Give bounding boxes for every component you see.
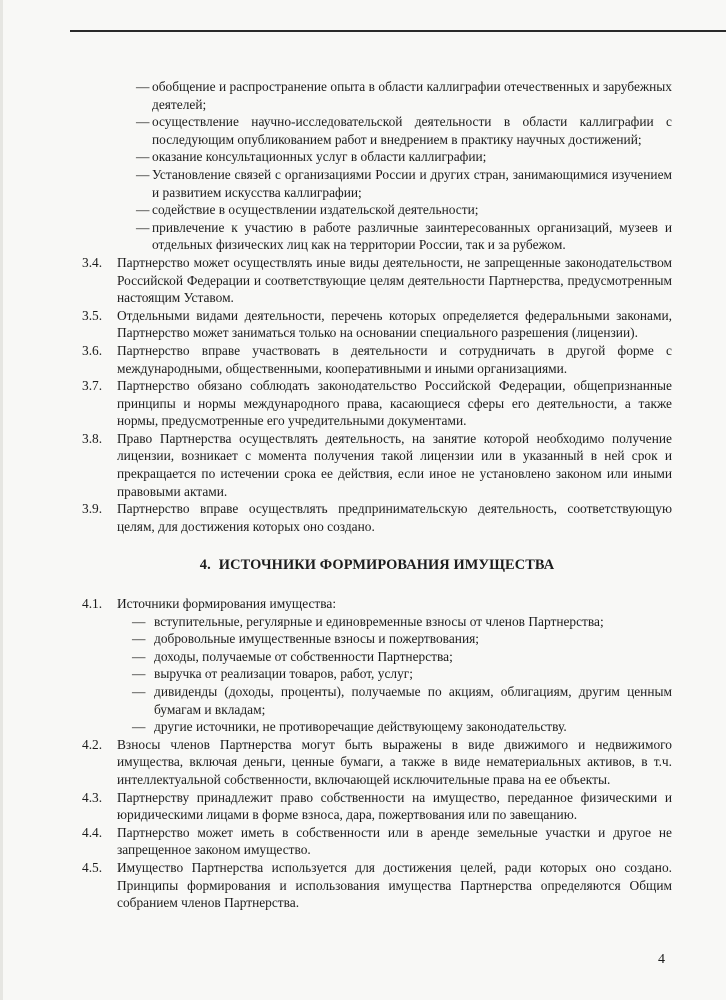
clause-4-2 (82, 736, 672, 789)
dash-marker: — (132, 613, 146, 629)
section-number: 4. (199, 557, 211, 574)
dash-marker: — (132, 684, 146, 699)
list-item-text: другие источники, не противоречащие действующему законодательству. (154, 719, 567, 735)
clause-4-1 (82, 595, 672, 613)
clause-number: 4.4. (82, 824, 103, 840)
clause-4-5 (82, 859, 672, 912)
dash-marker: — (132, 666, 146, 682)
list-item-text: обобщение и распространение опыта в области каллиграфии отечественных и зарубежных деятелей; (152, 79, 672, 112)
list-item (82, 665, 672, 683)
list-item-text: вступительные, регулярные и единовременные взносы от членов Партнерства; (154, 613, 604, 629)
list-item (82, 148, 672, 166)
clause-text: Партнерство может осуществлять иные виды деятельности, не запрещенные законодательством Российской Федерации и соответствующие целям деятельности Партнерства, предусмотренным настоящим Уставом. (117, 254, 672, 306)
list-item (82, 683, 672, 718)
property-sources-list (82, 613, 672, 736)
clause-text: Имущество Партнерства используется для достижения целей, ради которых оно создано. Принципы формирования и использования имущества Партнерства определяются Общим собранием членов Партнерства. (117, 859, 672, 911)
dash-marker: — (132, 719, 146, 735)
clause-number: 3.6. (82, 342, 103, 358)
clause-3-5 (82, 307, 672, 342)
list-item-text: оказание консультационных услуг в области каллиграфии; (152, 149, 487, 165)
list-item (82, 78, 672, 113)
list-item (82, 630, 672, 648)
clause-number: 3.7. (82, 378, 103, 394)
clause-text: Отдельными видами деятельности, перечень которых определяется федеральными законами, Партнерство может заниматься только на основании специального разрешения (лицензии). (117, 307, 672, 341)
clause-number: 3.8. (82, 430, 103, 446)
list-item (82, 219, 672, 254)
clause-3-6 (82, 342, 672, 377)
list-item (82, 201, 672, 219)
clause-number: 4.1. (82, 596, 103, 612)
clause-text: Источники формирования имущества: (117, 596, 337, 612)
list-item-text: привлечение к участию в работе различные заинтересованных организаций, музеев и отдельных физических лиц как на территории России, так и за рубежом. (152, 219, 672, 253)
dash-marker: — (132, 631, 146, 647)
clause-3-7 (82, 377, 672, 430)
clause-text: Взносы членов Партнерства могут быть выражены в виде движимого и недвижимого имущества, включая деньги, ценные бумаги, а также в виде нематериальных активов, в т.ч. интеллектуальной собственности, включающей исключительные права на ее объекты. (117, 736, 672, 787)
clause-number: 4.2. (82, 736, 103, 752)
clause-text: Партнерство вправе осуществлять предпринимательскую деятельность, соответствующую целям, для достижения которых оно создано. (117, 501, 672, 534)
dash-marker: — (132, 648, 146, 664)
list-item (82, 718, 672, 736)
clause-number: 3.5. (82, 307, 103, 323)
list-item-text: содействие в осуществлении издательской деятельности; (152, 202, 479, 218)
dash-marker: — (136, 149, 150, 165)
clause-number: 3.4. (82, 254, 103, 270)
clause-text: Право Партнерства осуществлять деятельность, на занятие которой необходимо получение лицензии, возникает с момента получения такой лицензии или в указанный в ней срок и прекращается по истечении срока ее действия, если иное не установлено законом или иными правовыми актами. (117, 430, 672, 499)
clause-text: Партнерство обязано соблюдать законодательство Российской Федерации, общепризнанные принципы и нормы международного права, касающиеся сферы его деятельности, а также нормы, предусмотренные его учредительными документами. (117, 378, 672, 429)
dash-marker: — (136, 219, 150, 235)
page-number: 4 (658, 952, 665, 967)
list-item-text: доходы, получаемые от собственности Партнерства; (154, 648, 453, 664)
clause-number: 3.9. (82, 501, 103, 517)
clause-4-3 (82, 789, 672, 824)
list-item (82, 648, 672, 666)
list-item-text: добровольные имущественные взносы и пожертвования; (154, 631, 479, 647)
section-heading (82, 557, 672, 575)
section-4-clauses (82, 595, 672, 912)
document-body (82, 78, 672, 912)
list-item (82, 166, 672, 201)
section-title-text: ИСТОЧНИКИ ФОРМИРОВАНИЯ ИМУЩЕСТВА (218, 557, 555, 574)
activity-list (82, 78, 672, 254)
top-border-line (70, 30, 726, 32)
dash-marker: — (136, 202, 150, 218)
dash-marker: — (136, 79, 150, 94)
clause-text: Партнерство вправе участвовать в деятельности и сотрудничать в другой форме с международными, общественными, кооперативными и иными организациями. (117, 342, 672, 376)
clause-text: Партнерству принадлежит право собственности на имущество, переданное физическими и юридическими лицами в форме взноса, дара, пожертвования или по завещанию. (117, 789, 672, 823)
clause-number: 4.5. (82, 859, 103, 875)
clause-number: 4.3. (82, 789, 103, 805)
list-item-text: выручка от реализации товаров, работ, услуг; (154, 666, 413, 682)
clause-3-8 (82, 430, 672, 500)
scan-edge (0, 0, 3, 1000)
dash-marker: — (136, 114, 150, 130)
list-item (82, 113, 672, 148)
list-item-text: осуществление научно-исследовательской деятельности в области каллиграфии с последующим опубликованием работ и внедрением в практику научных достижений; (152, 114, 672, 147)
dash-marker: — (136, 166, 150, 182)
clause-3-4 (82, 254, 672, 307)
list-item-text: Установление связей с организациями России и других стран, занимающимися изучением и развитием искусства каллиграфии; (152, 166, 672, 200)
clause-text: Партнерство может иметь в собственности или в аренде земельные участки и другое не запрещенное законом имущество. (117, 824, 672, 858)
list-item-text: дивиденды (доходы, проценты), получаемые по акциям, облигациям, другим ценным бумагам и вкладам; (154, 684, 672, 717)
list-item (82, 613, 672, 631)
clause-4-4 (82, 824, 672, 859)
section-3-clauses (82, 254, 672, 536)
clause-3-9 (82, 500, 672, 535)
